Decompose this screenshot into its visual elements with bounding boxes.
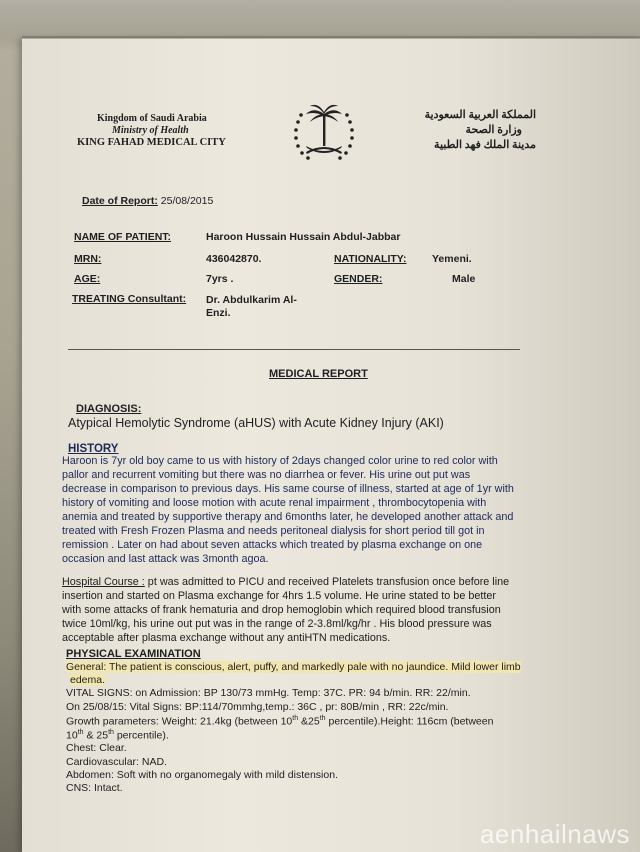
growth-text: & 25 (83, 729, 109, 742)
history-heading: HISTORY (68, 443, 119, 455)
history-line: Haroon is 7yr old boy came to us with history of 2days changed color urine to red color with (62, 455, 498, 467)
gender-value: Male (452, 273, 476, 285)
growth-text: Growth parameters: Weight: 21.4kg (between 10 (66, 715, 293, 728)
superscript: th (292, 715, 299, 722)
history-line: decrease in comparison to previous days. His same course of illness, started at age of 1yr with (62, 483, 514, 495)
report-date-value: 25/08/2015 (160, 195, 214, 207)
exam-heading: PHYSICAL EXAMINATION (66, 648, 201, 660)
report-date-label: Date of Report: (82, 195, 158, 207)
exam-cardiovascular: Cardiovascular: NAD. (66, 756, 167, 768)
report-title: MEDICAL REPORT (269, 368, 368, 380)
hospital-course-line: insertion and started on Plasma exchange for 4hrs 1.5 volume. He urine stated to be better (62, 590, 496, 602)
exam-abdomen: Abdomen: Soft with no organomegaly with mild distension. (66, 769, 338, 781)
header-arabic-hospital: مدينة الملك فهد الطبية (434, 139, 536, 151)
diagnosis-heading: DIAGNOSIS: (76, 403, 142, 415)
history-line: treated with Fresh Frozen Plasma and needs peritoneal dialysis for short period till got in (62, 525, 485, 537)
vital-signs-later: On 25/08/15: Vital Signs: BP:114/70mmhg,temp.: 36C , pr: 80B/min , RR: 22c/min. (66, 701, 449, 713)
report-date (82, 195, 213, 207)
header-ministry: Ministry of Health (112, 125, 189, 136)
growth-text: percentile). (113, 729, 169, 742)
exam-general-line2: edema. (70, 674, 106, 686)
vital-signs-admission: VITAL SIGNS: on Admission: BP 130/73 mmHg. Temp: 37C. PR: 94 b/min. RR: 22/min. (66, 687, 471, 699)
nationality-label: NATIONALITY: (334, 253, 407, 265)
patient-name-value: Haroon Hussain Hussain Abdul-Jabbar (206, 231, 401, 243)
watermark-text: aenhailnaws (479, 819, 630, 849)
growth-text: 10 (66, 729, 78, 742)
growth-text: percentile).Height: 116cm (between (325, 715, 494, 728)
header-arabic-ministry: وزارة الصحة (465, 124, 522, 136)
consultant-value-line2: Enzi. (206, 307, 231, 319)
superscript: th (77, 729, 84, 736)
history-line: remission . Later on had about seven attacks which treated by plasma exchange on one (62, 539, 483, 551)
saudi-emblem-icon (286, 100, 362, 170)
growth-parameters-line2 (66, 729, 169, 742)
hospital-course-heading: Hospital Course : (62, 576, 145, 588)
hospital-course-first-line (62, 576, 509, 588)
hospital-course-line: with some attacks of frank hematuria and drop hemoglobin which required blood transfusion (62, 604, 501, 616)
consultant-value-line1: Dr. Abdulkarim Al- (206, 294, 297, 306)
gender-label: GENDER: (334, 273, 383, 285)
consultant-label: TREATING Consultant: (72, 293, 187, 305)
header-hospital: KING FAHAD MEDICAL CITY (77, 137, 226, 148)
age-label: AGE: (74, 273, 101, 285)
exam-chest: Chest: Clear. (66, 742, 127, 754)
history-line: anemia and treated by supportive therapy and 6months later, he developed another attack and (62, 511, 514, 523)
mrn-label: MRN: (74, 253, 102, 265)
hospital-course-line: acceptable after plasma exchange without any antiHTN medications. (62, 632, 391, 644)
nationality-value: Yemeni. (432, 253, 472, 265)
mrn-value: 436042870. (206, 253, 262, 265)
superscript: th (108, 729, 114, 736)
history-line: pallor and recurrent vomiting but there was no diarrhea or fever. His urine out put was (62, 469, 471, 481)
hospital-course-line: twice 10ml/kg, his urine out put was in the range of 2-3.8ml/kg/hr . His blood pressure was (62, 618, 492, 630)
diagnosis-text: Atypical Hemolytic Syndrome (aHUS) with Acute Kidney Injury (AKI) (68, 416, 444, 430)
history-line: occasion and last attack was 3month agoa. (62, 553, 269, 565)
exam-cns: CNS: Intact. (66, 782, 123, 794)
age-value: 7yrs . (206, 273, 234, 285)
growth-text: &25 (298, 715, 320, 728)
sleeve-sheen (0, 0, 640, 40)
history-line: history of vomiting and loose motion with acute renal impairment , thrombocytopenia with (62, 497, 487, 509)
growth-parameters-line1 (66, 715, 493, 728)
header-kingdom: Kingdom of Saudi Arabia (97, 113, 207, 124)
header-arabic-kingdom: المملكة العربية السعودية (424, 109, 536, 121)
superscript: th (319, 715, 326, 722)
hospital-course-line: pt was admitted to PICU and received Platelets transfusion once before line (144, 576, 510, 588)
divider-line (68, 349, 520, 350)
patient-name-label: NAME OF PATIENT: (74, 231, 172, 243)
exam-general-line1: General: The patient is conscious, alert, puffy, and markedly pale with no jaundice. Mild lower limb (66, 661, 521, 673)
